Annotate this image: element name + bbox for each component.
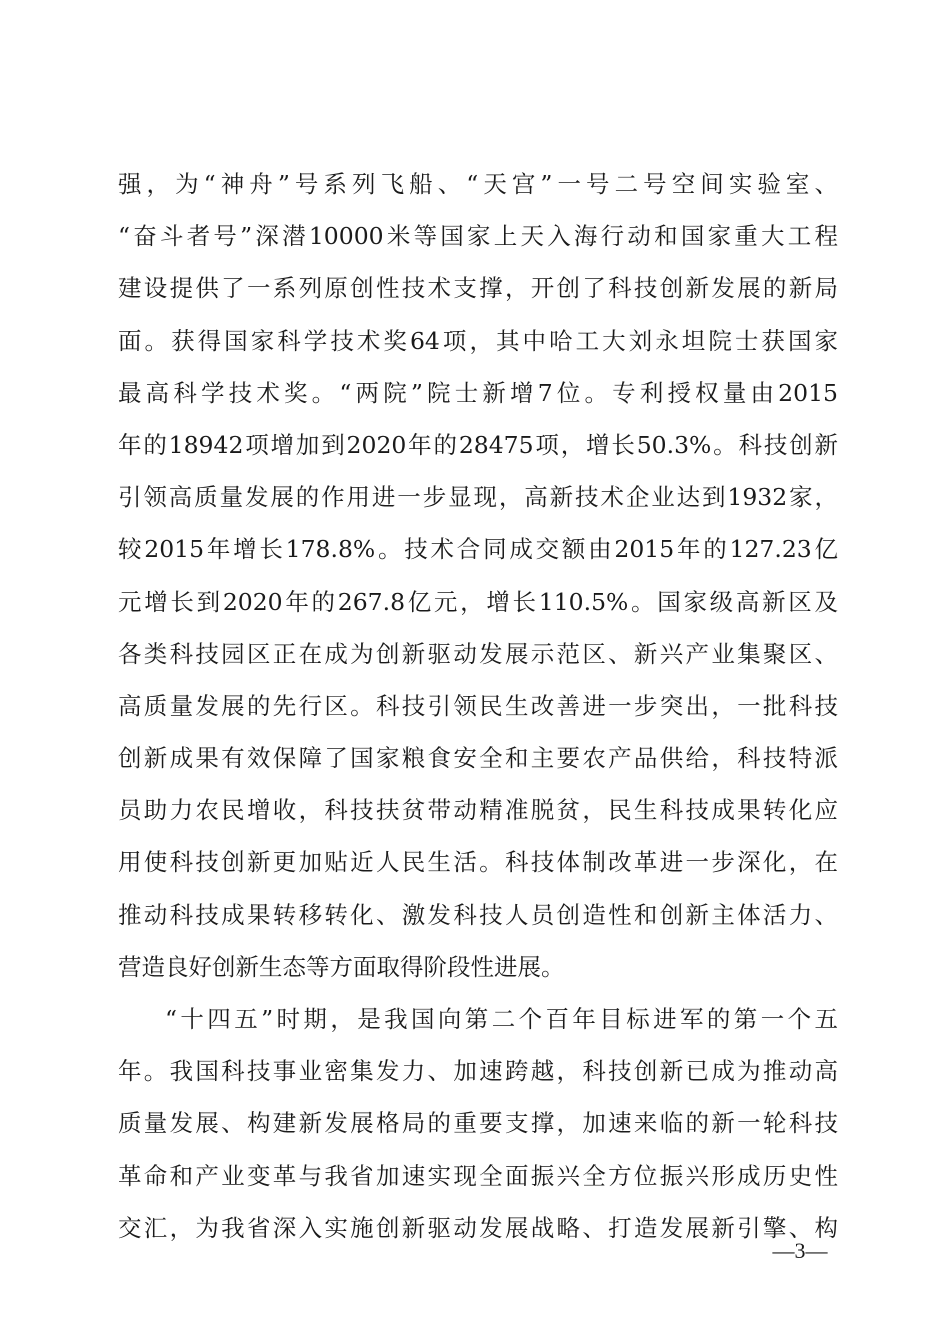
- text-line: 用使科技创新更加贴近人民生活。科技体制改革进一步深化，在: [118, 848, 838, 877]
- text-line: “十四五”时期，是我国向第二个百年目标进军的第一个五: [165, 1005, 838, 1033]
- text-line: 革命和产业变革与我省加速实现全面振兴全方位振兴形成历史性: [118, 1161, 838, 1190]
- text-line: 交汇，为我省深入实施创新驱动发展战略、打造发展新引擎、构: [118, 1213, 838, 1242]
- text-line: 年。我国科技事业密集发力、加速跨越，科技创新已成为推动高: [118, 1057, 838, 1086]
- text-line: 营造良好创新生态等方面取得阶段性进展。: [118, 952, 565, 981]
- text-line: “奋斗者号”深潜10000米等国家上天入海行动和国家重大工程: [118, 222, 838, 251]
- text-line: 创新成果有效保障了国家粮食安全和主要农产品供给，科技特派: [118, 744, 838, 773]
- text-line: 强，为“神舟”号系列飞船、“天宫”一号二号空间实验室、: [118, 170, 838, 198]
- paragraph: [118, 158, 838, 993]
- text-line: 各类科技园区正在成为创新驱动发展示范区、新兴产业集聚区、: [118, 639, 838, 668]
- text-line: 推动科技成果转移转化、激发科技人员创造性和创新主体活力、: [118, 900, 838, 929]
- text-line: 较2015年增长178.8%。技术合同成交额由2015年的127.23亿: [118, 535, 838, 564]
- text-line: 面。获得国家科学技术奖64项，其中哈工大刘永坦院士获国家: [118, 326, 838, 355]
- text-line: 建设提供了一系列原创性技术支撑，开创了科技创新发展的新局: [118, 274, 838, 303]
- text-line: 质量发展、构建新发展格局的重要支撑，加速来临的新一轮科技: [118, 1109, 838, 1138]
- text-line: 高质量发展的先行区。科技引领民生改善进一步突出，一批科技: [118, 691, 838, 720]
- text-line: 员助力农民增收，科技扶贫带动精准脱贫，民生科技成果转化应: [118, 796, 838, 825]
- text-line: 年的18942项增加到2020年的28475项，增长50.3%。科技创新: [118, 430, 838, 459]
- body-text: [118, 158, 838, 1254]
- paragraph: [118, 993, 838, 1254]
- text-line: 元增长到2020年的267.8亿元，增长110.5%。国家级高新区及: [118, 587, 838, 616]
- text-line: 最高科学技术奖。“两院”院士新增7位。专利授权量由2015: [118, 378, 838, 407]
- page-number: —3—: [772, 1238, 828, 1263]
- text-line: 引领高质量发展的作用进一步显现，高新技术企业达到1932家，: [118, 483, 838, 512]
